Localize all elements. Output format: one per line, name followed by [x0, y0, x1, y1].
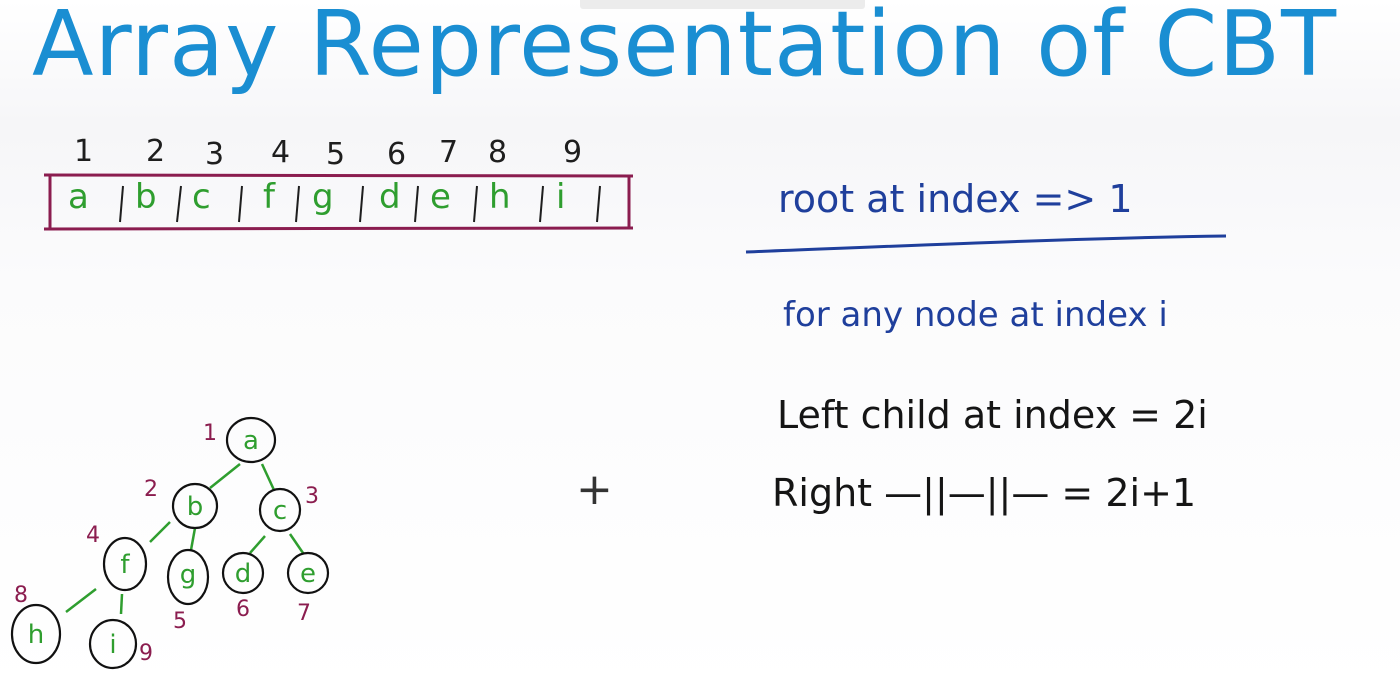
array-box [44, 175, 633, 229]
rule-left-child-text: Left child at index = 2i [777, 393, 1208, 437]
array-cell-c: c [192, 177, 211, 217]
array-cell-b: b [135, 177, 157, 217]
array-divider [360, 186, 363, 222]
array-divider [296, 186, 299, 222]
rule-right-child-text: Right —||—||— = 2i+1 [772, 471, 1197, 515]
array-cell-g: g [312, 177, 334, 217]
tree-node-label-d: d [234, 559, 252, 589]
tree-index-9: 9 [139, 641, 153, 666]
tree-index-6: 6 [236, 597, 250, 622]
tree-node-label-c: c [272, 496, 288, 526]
rule-any-node-text: for any node at index i [783, 295, 1168, 335]
tree-index-7: 7 [297, 601, 311, 626]
tree-edge-a-b [210, 464, 240, 488]
tree-node-circles [12, 418, 328, 668]
tree-edge-c-e [290, 534, 303, 553]
tree-edge-a-c [262, 464, 274, 490]
array-index-5: 5 [326, 137, 346, 172]
tree-index-5: 5 [173, 609, 187, 634]
tree-node-label-b: b [186, 492, 204, 522]
array-divider [239, 186, 242, 222]
array-divider [177, 186, 181, 222]
array-cell-h: h [489, 177, 511, 217]
array-divider [415, 186, 418, 222]
array-divider [120, 186, 123, 222]
plus-sign: + [576, 464, 613, 515]
tree-node-label-a: a [243, 426, 259, 456]
array-cell-i: i [556, 177, 566, 217]
tree-edge-b-f [150, 522, 170, 542]
array-index-8: 8 [488, 135, 508, 170]
array-index-2: 2 [146, 134, 166, 169]
tree-edge-c-d [250, 536, 265, 553]
array-index-6: 6 [387, 137, 407, 172]
tree-node-labels [28, 426, 316, 660]
array-divider [474, 186, 477, 222]
array-cell-a: a [68, 177, 89, 217]
tree-index-3: 3 [305, 484, 319, 509]
tree-index-8: 8 [14, 583, 28, 608]
rule-root-text: root at index => 1 [778, 177, 1133, 221]
tree-edge-f-h [66, 589, 96, 612]
array-divider [597, 186, 600, 222]
tree-index-2: 2 [144, 477, 158, 502]
tree-edge-b-g [191, 528, 195, 550]
tree-node-label-i: i [109, 630, 117, 660]
tree-node-label-f: f [120, 550, 130, 580]
array-index-1: 1 [74, 134, 94, 169]
array-index-9: 9 [563, 135, 583, 170]
array-cell-d: d [379, 177, 401, 217]
tree-index-1: 1 [203, 421, 217, 446]
array-cell-f: f [263, 177, 275, 217]
tree-index-4: 4 [86, 523, 100, 548]
tree-node-label-e: e [300, 559, 316, 589]
array-divider [540, 186, 543, 222]
array-bottom-border [44, 228, 633, 229]
array-cell-e: e [430, 177, 451, 217]
array-dividers [120, 186, 600, 222]
tree-node-label-h: h [27, 620, 45, 650]
array-top-border [44, 175, 633, 176]
tree-node-label-g: g [179, 560, 197, 590]
tree-edge-f-i [121, 594, 122, 614]
array-index-3: 3 [205, 137, 225, 172]
rule-underline [746, 236, 1226, 252]
array-index-7: 7 [439, 135, 459, 170]
slide-title: Array Representation of CBT [32, 0, 1338, 97]
array-index-4: 4 [271, 135, 291, 170]
